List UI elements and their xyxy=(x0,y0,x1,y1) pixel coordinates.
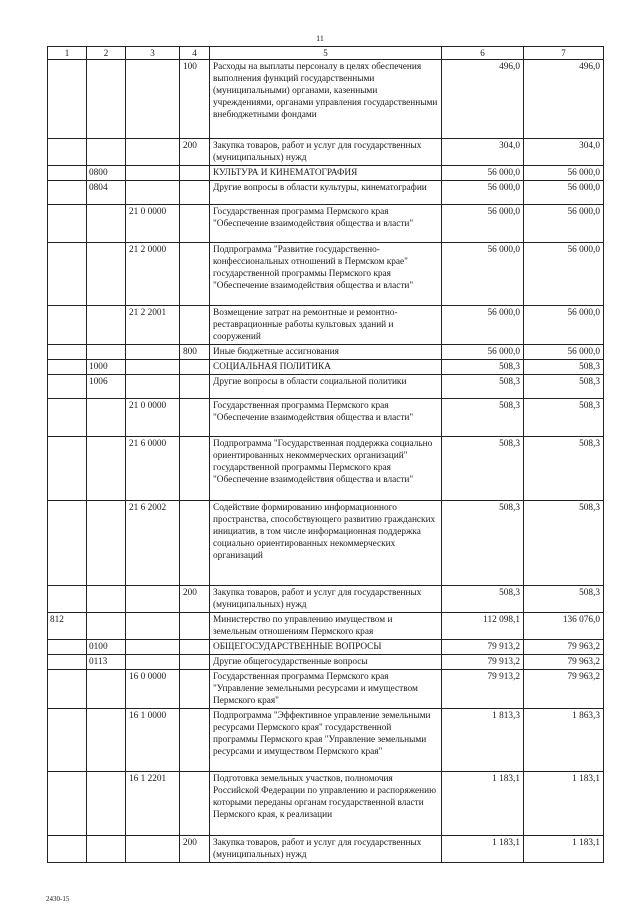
program-code-cell: 16 1 2201 xyxy=(126,772,180,836)
item-name-cell: СОЦИАЛЬНАЯ ПОЛИТИКА xyxy=(210,360,442,375)
amount-col6-cell: 56 000,0 xyxy=(442,345,524,360)
code-cell-1 xyxy=(48,836,87,863)
code-cell-1 xyxy=(48,655,87,670)
table-row xyxy=(48,772,604,836)
table-row xyxy=(48,166,604,181)
code-cell-1 xyxy=(48,166,87,181)
amount-col7-cell: 79 963,2 xyxy=(524,655,604,670)
amount-col6-cell: 508,3 xyxy=(442,375,524,399)
program-code-cell xyxy=(126,360,180,375)
item-name-cell: Иные бюджетные ассигнования xyxy=(210,345,442,360)
code-cell-1 xyxy=(48,399,87,437)
section-code-cell: 0113 xyxy=(87,655,126,670)
amount-col7-cell: 1 863,3 xyxy=(524,709,604,772)
amount-col7-cell: 1 183,1 xyxy=(524,772,604,836)
amount-col7-cell: 508,3 xyxy=(524,399,604,437)
amount-col7-cell: 56 000,0 xyxy=(524,306,604,345)
table-row xyxy=(48,709,604,772)
program-code-cell: 21 6 2002 xyxy=(126,501,180,586)
expense-type-cell xyxy=(180,640,210,655)
amount-col6-cell: 56 000,0 xyxy=(442,243,524,306)
item-name-cell: Подготовка земельных участков, полномочия Российской Федерации по управлению и распоряжению которыми переданы органам государственной власти Пермского края, к реализации xyxy=(210,772,442,836)
program-code-cell xyxy=(126,836,180,863)
budget-table xyxy=(47,46,604,863)
amount-col7-cell: 79 963,2 xyxy=(524,640,604,655)
code-cell-1 xyxy=(48,306,87,345)
section-code-cell xyxy=(87,205,126,243)
section-code-cell xyxy=(87,60,126,139)
code-cell-1 xyxy=(48,345,87,360)
header-cell: 1 xyxy=(48,47,87,60)
table-row xyxy=(48,375,604,399)
section-code-cell xyxy=(87,306,126,345)
table-row xyxy=(48,437,604,501)
amount-col6-cell: 56 000,0 xyxy=(442,181,524,205)
section-code-cell xyxy=(87,709,126,772)
amount-col6-cell: 56 000,0 xyxy=(442,205,524,243)
section-code-cell xyxy=(87,345,126,360)
section-code-cell xyxy=(87,399,126,437)
amount-col7-cell: 56 000,0 xyxy=(524,181,604,205)
item-name-cell: Закупка товаров, работ и услуг для государственных (муниципальных) нужд xyxy=(210,139,442,166)
section-code-cell xyxy=(87,437,126,501)
item-name-cell: Подпрограмма "Государственная поддержка социально ориентированных некоммерческих организаций" государственной программы Пермского края "Обеспечение взаимодействия общества и власти" xyxy=(210,437,442,501)
amount-col6-cell: 508,3 xyxy=(442,501,524,586)
expense-type-cell xyxy=(180,360,210,375)
section-code-cell xyxy=(87,243,126,306)
expense-type-cell xyxy=(180,613,210,640)
amount-col7-cell: 79 963,2 xyxy=(524,670,604,709)
header-cell: 3 xyxy=(126,47,180,60)
code-cell-1 xyxy=(48,586,87,613)
section-code-cell xyxy=(87,772,126,836)
expense-type-cell xyxy=(180,670,210,709)
amount-col7-cell: 1 183,1 xyxy=(524,836,604,863)
header-cell: 2 xyxy=(87,47,126,60)
expense-type-cell xyxy=(180,166,210,181)
program-code-cell xyxy=(126,655,180,670)
item-name-cell: Другие вопросы в области культуры, кинематографии xyxy=(210,181,442,205)
program-code-cell xyxy=(126,166,180,181)
item-name-cell: Подпрограмма "Развитие государственно-конфессиональных отношений в Пермском крае" государственной программы Пермского края "Обеспечение взаимодействия общества и власти" xyxy=(210,243,442,306)
program-code-cell xyxy=(126,345,180,360)
program-code-cell: 21 6 0000 xyxy=(126,437,180,501)
amount-col6-cell: 508,3 xyxy=(442,399,524,437)
code-cell-1 xyxy=(48,772,87,836)
amount-col6-cell: 496,0 xyxy=(442,60,524,139)
code-cell-1 xyxy=(48,670,87,709)
code-cell-1 xyxy=(48,181,87,205)
expense-type-cell xyxy=(180,306,210,345)
program-code-cell xyxy=(126,60,180,139)
item-name-cell: ОБЩЕГОСУДАРСТВЕННЫЕ ВОПРОСЫ xyxy=(210,640,442,655)
amount-col7-cell: 508,3 xyxy=(524,360,604,375)
table-row xyxy=(48,360,604,375)
program-code-cell xyxy=(126,613,180,640)
item-name-cell: Закупка товаров, работ и услуг для государственных (муниципальных) нужд xyxy=(210,586,442,613)
program-code-cell xyxy=(126,375,180,399)
item-name-cell: Возмещение затрат на ремонтные и ремонтно-реставрационные работы культовых зданий и сооружений xyxy=(210,306,442,345)
amount-col7-cell: 508,3 xyxy=(524,437,604,501)
table-row xyxy=(48,670,604,709)
table-row xyxy=(48,181,604,205)
expense-type-cell: 800 xyxy=(180,345,210,360)
expense-type-cell: 100 xyxy=(180,60,210,139)
amount-col6-cell: 508,3 xyxy=(442,360,524,375)
header-row xyxy=(48,47,604,60)
program-code-cell: 21 0 0000 xyxy=(126,399,180,437)
section-code-cell xyxy=(87,501,126,586)
section-code-cell: 0800 xyxy=(87,166,126,181)
program-code-cell: 21 0 0000 xyxy=(126,205,180,243)
item-name-cell: Государственная программа Пермского края "Управление земельными ресурсами и имуществом Пермского края" xyxy=(210,670,442,709)
code-cell-1: 812 xyxy=(48,613,87,640)
program-code-cell: 16 1 0000 xyxy=(126,709,180,772)
code-cell-1 xyxy=(48,139,87,166)
table-row xyxy=(48,205,604,243)
table-row xyxy=(48,613,604,640)
table-row xyxy=(48,640,604,655)
section-code-cell: 1006 xyxy=(87,375,126,399)
table-row xyxy=(48,243,604,306)
amount-col6-cell: 79 913,2 xyxy=(442,655,524,670)
expense-type-cell: 200 xyxy=(180,139,210,166)
table-row xyxy=(48,399,604,437)
table-row xyxy=(48,139,604,166)
expense-type-cell xyxy=(180,501,210,586)
program-code-cell: 21 2 2001 xyxy=(126,306,180,345)
header-cell: 6 xyxy=(442,47,524,60)
header-cell: 5 xyxy=(210,47,442,60)
code-cell-1 xyxy=(48,205,87,243)
amount-col6-cell: 79 913,2 xyxy=(442,670,524,709)
expense-type-cell: 200 xyxy=(180,836,210,863)
amount-col7-cell: 508,3 xyxy=(524,375,604,399)
expense-type-cell xyxy=(180,437,210,501)
amount-col6-cell: 79 913,2 xyxy=(442,640,524,655)
expense-type-cell xyxy=(180,655,210,670)
item-name-cell: Другие общегосударственные вопросы xyxy=(210,655,442,670)
code-cell-1 xyxy=(48,437,87,501)
amount-col7-cell: 508,3 xyxy=(524,501,604,586)
section-code-cell xyxy=(87,139,126,166)
expense-type-cell xyxy=(180,772,210,836)
item-name-cell: Закупка товаров, работ и услуг для государственных (муниципальных) нужд xyxy=(210,836,442,863)
header-cell: 7 xyxy=(524,47,604,60)
section-code-cell: 1000 xyxy=(87,360,126,375)
expense-type-cell xyxy=(180,375,210,399)
program-code-cell xyxy=(126,181,180,205)
code-cell-1 xyxy=(48,243,87,306)
item-name-cell: Расходы на выплаты персоналу в целях обеспечения выполнения функций государственными (муниципальными) органами, казенными учреждениями, органами управления государственными внебюджетными фондами xyxy=(210,60,442,139)
amount-col7-cell: 304,0 xyxy=(524,139,604,166)
section-code-cell: 0100 xyxy=(87,640,126,655)
expense-type-cell xyxy=(180,709,210,772)
amount-col6-cell: 508,3 xyxy=(442,586,524,613)
amount-col7-cell: 56 000,0 xyxy=(524,345,604,360)
item-name-cell: Государственная программа Пермского края "Обеспечение взаимодействия общества и власти" xyxy=(210,205,442,243)
code-cell-1 xyxy=(48,501,87,586)
expense-type-cell xyxy=(180,181,210,205)
table-row xyxy=(48,501,604,586)
table-row xyxy=(48,60,604,139)
section-code-cell xyxy=(87,586,126,613)
amount-col6-cell: 304,0 xyxy=(442,139,524,166)
section-code-cell: 0804 xyxy=(87,181,126,205)
section-code-cell xyxy=(87,670,126,709)
amount-col6-cell: 56 000,0 xyxy=(442,306,524,345)
item-name-cell: Содействие формированию информационного пространства, способствующего развитию гражданских инициатив, в том числе информационная поддержка социально ориентированных некоммерческих организаций xyxy=(210,501,442,586)
amount-col6-cell: 112 098,1 xyxy=(442,613,524,640)
amount-col7-cell: 56 000,0 xyxy=(524,243,604,306)
page-number: 11 xyxy=(316,34,324,43)
expense-type-cell: 200 xyxy=(180,586,210,613)
item-name-cell: Государственная программа Пермского края "Обеспечение взаимодействия общества и власти" xyxy=(210,399,442,437)
expense-type-cell xyxy=(180,243,210,306)
amount-col7-cell: 136 076,0 xyxy=(524,613,604,640)
header-cell: 4 xyxy=(180,47,210,60)
amount-col7-cell: 56 000,0 xyxy=(524,166,604,181)
section-code-cell xyxy=(87,613,126,640)
table-row xyxy=(48,655,604,670)
amount-col6-cell: 1 813,3 xyxy=(442,709,524,772)
program-code-cell: 21 2 0000 xyxy=(126,243,180,306)
item-name-cell: Другие вопросы в области социальной политики xyxy=(210,375,442,399)
amount-col7-cell: 496,0 xyxy=(524,60,604,139)
footer-code: 2430-15 xyxy=(46,895,70,903)
code-cell-1 xyxy=(48,360,87,375)
amount-col6-cell: 1 183,1 xyxy=(442,836,524,863)
program-code-cell xyxy=(126,139,180,166)
amount-col6-cell: 1 183,1 xyxy=(442,772,524,836)
program-code-cell: 16 0 0000 xyxy=(126,670,180,709)
section-code-cell xyxy=(87,836,126,863)
program-code-cell xyxy=(126,586,180,613)
amount-col7-cell: 508,3 xyxy=(524,586,604,613)
program-code-cell xyxy=(126,640,180,655)
code-cell-1 xyxy=(48,640,87,655)
item-name-cell: Министерство по управлению имуществом и земельным отношениям Пермского края xyxy=(210,613,442,640)
table-row xyxy=(48,836,604,863)
item-name-cell: КУЛЬТУРА И КИНЕМАТОГРАФИЯ xyxy=(210,166,442,181)
code-cell-1 xyxy=(48,709,87,772)
table-row xyxy=(48,306,604,345)
amount-col6-cell: 56 000,0 xyxy=(442,166,524,181)
table-row xyxy=(48,586,604,613)
code-cell-1 xyxy=(48,375,87,399)
expense-type-cell xyxy=(180,205,210,243)
code-cell-1 xyxy=(48,60,87,139)
amount-col7-cell: 56 000,0 xyxy=(524,205,604,243)
table-row xyxy=(48,345,604,360)
expense-type-cell xyxy=(180,399,210,437)
amount-col6-cell: 508,3 xyxy=(442,437,524,501)
item-name-cell: Подпрограмма "Эффективное управление земельными ресурсами Пермского края" государственной программы Пермского края "Управление земельными ресурсами и имуществом Пермского края" xyxy=(210,709,442,772)
